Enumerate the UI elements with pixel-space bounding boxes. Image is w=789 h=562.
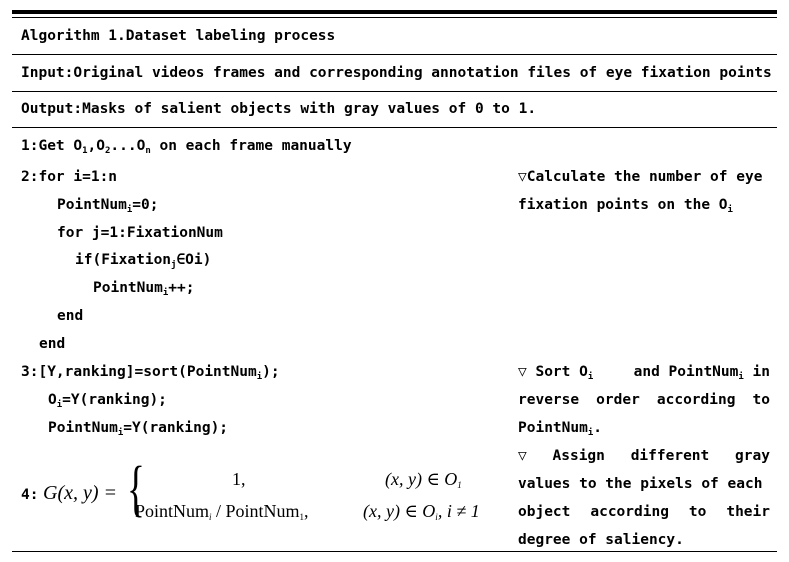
equation-lhs: G(x, y) = (43, 482, 118, 504)
step-4-label: 4: (21, 487, 39, 503)
input-rule (12, 91, 777, 92)
step-1: 1:Get $O_1,O_2...O_n$ on each frame manually (21, 138, 352, 156)
step-3-assign-pointnum: PointNum$_i$=Y(ranking); (48, 420, 229, 438)
equation-case1-value: 1, (232, 469, 246, 489)
step-2-if: if(Fixation$_j$∈Oi) (75, 252, 212, 270)
step-3-sort: 3:[Y,ranking]=sort(PointNum$_i$); (21, 364, 280, 382)
algorithm-input: Input:Original videos frames and corresponding annotation files of eye fixation points (21, 65, 772, 81)
equation-case2-condition: (x, y) ∈ $O_i$, i ≠ 1 (363, 501, 480, 522)
top-thin-rule (12, 17, 777, 18)
equation-case2-value: PointNum$_i$ / PointNum$_1$, (135, 501, 309, 522)
step-2-end-outer: end (39, 336, 66, 352)
step-2-end-inner: end (57, 308, 84, 324)
step-2-increment: PointNum$_i$++; (93, 280, 195, 298)
title-rule (12, 54, 777, 55)
step-2-for: 2:for i=1:n (21, 169, 118, 185)
step-3-assign-o: $O_i=Y(ranking)$; (48, 392, 167, 410)
step-4-comment: ▽ Assign different gray values to the pixels of each object according to their degree of saliency. (518, 448, 770, 548)
algorithm-title: Algorithm 1.Dataset labeling process (21, 28, 336, 44)
equation-brace: { (127, 455, 145, 523)
algorithm-output: Output:Masks of salient objects with gray values of 0 to 1. (21, 101, 537, 117)
equation-case1-condition: (x, y) ∈ $O_1$ (385, 469, 462, 490)
step-2-inner-for: for j=1:FixationNum (57, 225, 223, 241)
top-thick-rule (12, 10, 777, 14)
output-rule (12, 127, 777, 128)
step-2-init: PointNum$_i$=0; (57, 197, 159, 215)
step-3-comment: ▽ Sort $O_i$ and PointNum$_i$ in reverse order according to PointNum$_i$. (518, 364, 770, 438)
step-2-comment: ▽Calculate the number of eye fixation points on the $O_i$ (518, 169, 763, 215)
